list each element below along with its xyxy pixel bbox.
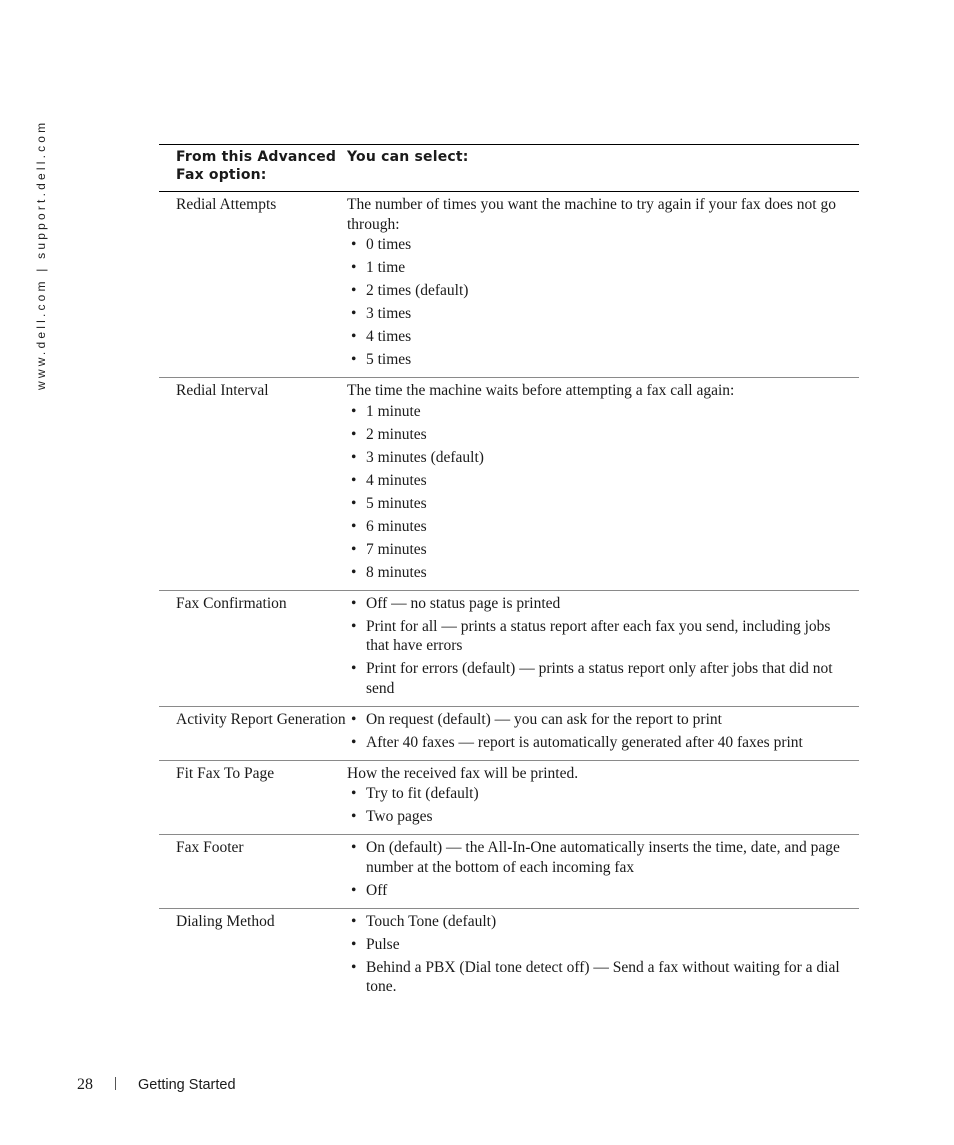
list-item: • Off — no status page is printed bbox=[347, 594, 855, 614]
choice-list bbox=[347, 784, 855, 827]
option-name: Dialing Method bbox=[176, 912, 275, 930]
header-option: From this Advanced Fax option: bbox=[176, 149, 337, 183]
list-item: • 6 minutes bbox=[347, 517, 855, 537]
side-url-text: www.dell.com | support.dell.com bbox=[34, 119, 48, 390]
list-item: • 1 time bbox=[347, 258, 855, 278]
option-name: Redial Attempts bbox=[176, 196, 277, 213]
list-item: • Touch Tone (default) bbox=[347, 912, 855, 932]
list-item: • 8 minutes bbox=[347, 563, 855, 583]
table-row bbox=[159, 760, 859, 835]
option-description: The time the machine waits before attempting a fax call again: bbox=[347, 382, 735, 399]
choice-list bbox=[347, 402, 855, 583]
list-item: • 4 minutes bbox=[347, 471, 855, 491]
list-item: • 2 times (default) bbox=[347, 281, 855, 301]
list-item: • Two pages bbox=[347, 807, 855, 827]
table-header-row bbox=[159, 145, 859, 192]
list-item: • Behind a PBX (Dial tone detect off) — Send a fax without waiting for a dial tone. bbox=[347, 958, 855, 997]
list-item: • 0 times bbox=[347, 235, 855, 255]
table-row bbox=[159, 590, 859, 706]
list-item: • 3 times bbox=[347, 304, 855, 324]
option-description: How the received fax will be printed. bbox=[347, 764, 579, 782]
option-description: The number of times you want the machine to try again if your fax does not go through: bbox=[347, 196, 836, 233]
option-name: Redial Interval bbox=[176, 382, 269, 399]
list-item: • 5 times bbox=[347, 350, 855, 370]
option-name: Activity Report Generation bbox=[176, 710, 346, 728]
choice-list bbox=[347, 912, 855, 997]
footer-divider bbox=[115, 1077, 116, 1090]
list-item: • After 40 faxes — report is automatically generated after 40 faxes print bbox=[347, 733, 855, 753]
list-item: • 2 minutes bbox=[347, 425, 855, 445]
option-name: Fax Footer bbox=[176, 839, 244, 856]
list-item: • 4 times bbox=[347, 327, 855, 347]
table-row bbox=[159, 378, 859, 591]
header-select: You can select: bbox=[347, 149, 469, 165]
table-row bbox=[159, 908, 859, 1004]
option-choices bbox=[347, 908, 859, 1004]
table-body bbox=[159, 192, 859, 1005]
option-choices bbox=[347, 835, 859, 909]
list-item: • 7 minutes bbox=[347, 540, 855, 560]
choice-list bbox=[347, 235, 855, 370]
list-item: • 1 minute bbox=[347, 402, 855, 422]
list-item: • Try to fit (default) bbox=[347, 784, 855, 804]
page-footer bbox=[77, 1076, 236, 1094]
list-item: • On request (default) — you can ask for the report to print bbox=[347, 710, 855, 730]
choice-list bbox=[347, 710, 855, 753]
list-item: • On (default) — the All-In-One automatically inserts the time, date, and page number at the bottom of each incoming fax bbox=[347, 838, 855, 877]
option-name: Fax Confirmation bbox=[176, 594, 287, 612]
option-choices bbox=[347, 590, 859, 706]
option-name: Fit Fax To Page bbox=[176, 764, 275, 782]
option-choices bbox=[347, 706, 859, 760]
list-item: • 3 minutes (default) bbox=[347, 448, 855, 468]
list-item: • Pulse bbox=[347, 935, 855, 955]
list-item: • Off bbox=[347, 881, 855, 901]
list-item: • Print for all — prints a status report after each fax you send, including jobs that have errors bbox=[347, 617, 855, 656]
list-item: • 5 minutes bbox=[347, 494, 855, 514]
table-row bbox=[159, 192, 859, 378]
table-row bbox=[159, 706, 859, 760]
section-title: Getting Started bbox=[138, 1077, 236, 1093]
page-number: 28 bbox=[77, 1076, 93, 1093]
list-item: • Print for errors (default) — prints a status report only after jobs that did not send bbox=[347, 659, 855, 698]
option-choices bbox=[347, 760, 859, 835]
choice-list bbox=[347, 838, 855, 900]
choice-list bbox=[347, 594, 855, 699]
option-choices bbox=[347, 378, 859, 591]
table-row bbox=[159, 835, 859, 909]
option-choices bbox=[347, 192, 859, 378]
advanced-fax-options-table bbox=[159, 144, 859, 1004]
